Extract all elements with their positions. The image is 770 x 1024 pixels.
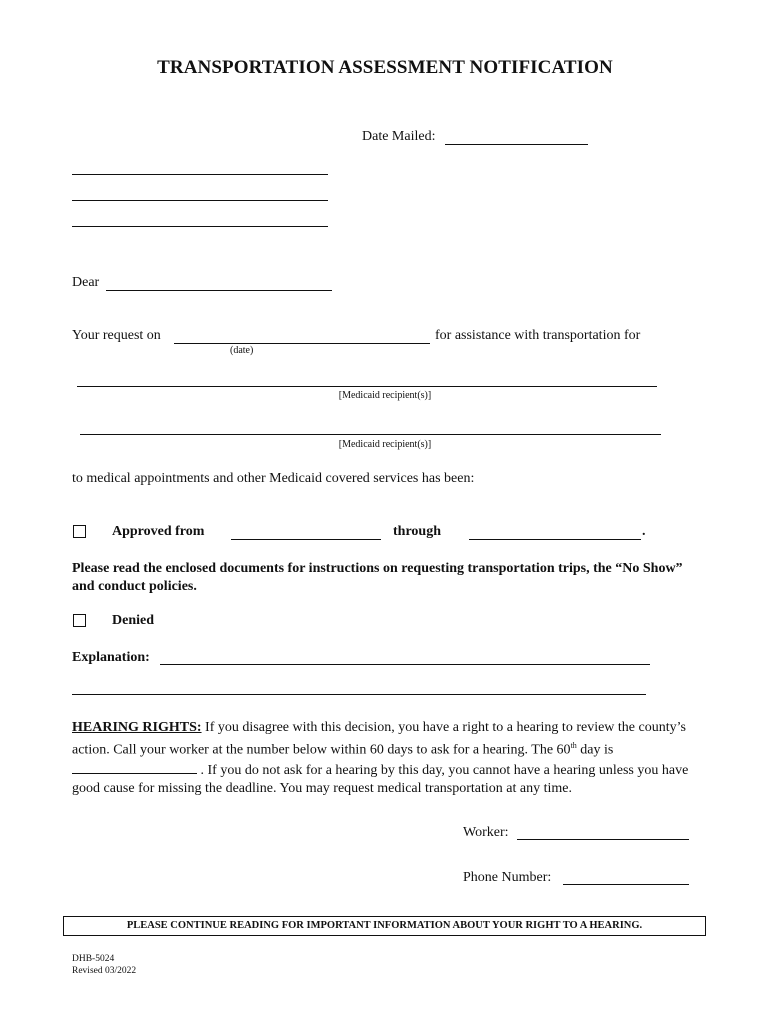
form-id: DHB-5024 (72, 954, 115, 964)
revised-date: Revised 03/2022 (72, 966, 137, 976)
dear-label: Dear (72, 275, 100, 290)
instructions-text: Please read the enclosed documents for instructions on requesting transportation trips, the “No Show” and conduct policies. (72, 561, 683, 594)
explanation-field-1[interactable] (160, 664, 650, 665)
recipient-name-field[interactable] (106, 290, 332, 291)
form-footer (72, 953, 136, 977)
approved-label: Approved from (112, 524, 205, 539)
address-line-1[interactable] (72, 174, 328, 175)
request-suffix: for assistance with transportation for (435, 328, 641, 343)
hearing-rights-text-3: . If you do not ask for a hearing by this day, you cannot have a hearing unless you have good cause for missing the deadline. You may request medical transportation at any time. (72, 762, 689, 796)
denied-label: Denied (112, 613, 154, 628)
form-title: TRANSPORTATION ASSESSMENT NOTIFICATION (157, 57, 613, 78)
address-line-2[interactable] (72, 200, 328, 201)
hearing-rights-paragraph (72, 719, 690, 798)
phone-number-field[interactable] (563, 884, 689, 885)
medicaid-recipient-caption-2: [Medicaid recipient(s)] (338, 439, 432, 450)
hearing-deadline-field[interactable] (72, 760, 197, 774)
medicaid-recipient-field-1[interactable] (77, 386, 657, 387)
medicaid-recipient-caption-1: [Medicaid recipient(s)] (338, 390, 432, 401)
hearing-rights-sup: th (570, 741, 577, 750)
hearing-notice-box: PLEASE CONTINUE READING FOR IMPORTANT INFORMATION ABOUT YOUR RIGHT TO A HEARING. (63, 916, 706, 936)
hearing-rights-text-2: day is (576, 742, 614, 758)
approved-checkbox[interactable] (73, 525, 86, 538)
date-mailed-label: Date Mailed: (362, 129, 436, 144)
approved-through-label: through (393, 524, 441, 539)
request-prefix: Your request on (72, 328, 161, 343)
phone-number-label: Phone Number: (463, 870, 552, 885)
date-mailed-field[interactable] (445, 144, 588, 145)
hearing-rights-text-1: If you disagree with this decision, you have a right to a hearing to review the county’s action. Call your worker at the number below within 60 days to ask for a hearing. The 60 (72, 720, 686, 758)
approved-through-field[interactable] (469, 539, 641, 540)
approved-from-field[interactable] (231, 539, 381, 540)
covered-services-text: to medical appointments and other Medicaid covered services has been: (72, 471, 475, 486)
date-caption: (date) (230, 345, 254, 356)
hearing-rights-heading: HEARING RIGHTS: (72, 720, 202, 735)
approved-period: . (642, 524, 646, 539)
medicaid-recipient-field-2[interactable] (80, 434, 661, 435)
request-date-field[interactable] (174, 343, 430, 344)
explanation-field-2[interactable] (72, 694, 646, 695)
explanation-label: Explanation: (72, 650, 150, 665)
address-line-3[interactable] (72, 226, 328, 227)
worker-label: Worker: (463, 825, 509, 840)
worker-field[interactable] (517, 839, 689, 840)
denied-checkbox[interactable] (73, 614, 86, 627)
